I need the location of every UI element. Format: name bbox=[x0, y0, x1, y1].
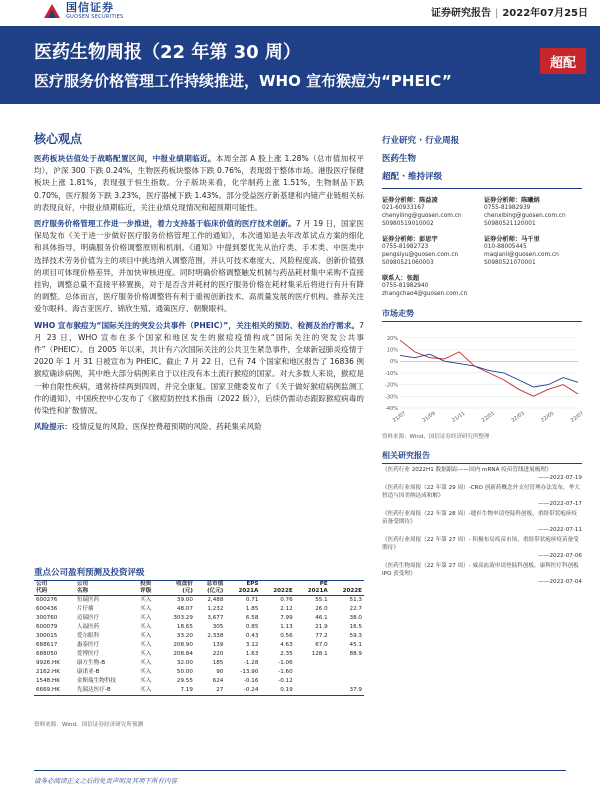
report-type: 证券研究报告 bbox=[430, 8, 491, 19]
analyst-card: 证券分析师：彭思宇 0755-81982723 pengsiyu@guosen.com.cn S0980521060003 bbox=[382, 236, 459, 266]
table-cell: 29.55 bbox=[176, 678, 193, 684]
table-cell: 买入 bbox=[140, 651, 152, 657]
table-header-top: 投资 bbox=[138, 581, 160, 589]
table-cell: 爱博医疗 bbox=[76, 651, 100, 657]
table-cell: 600436 bbox=[36, 606, 58, 612]
table-cell: 16.5 bbox=[349, 624, 362, 630]
table-cell: 7.19 bbox=[160, 686, 195, 696]
table-cell: 624 bbox=[212, 678, 224, 684]
table-cell: 恒瑞医药 bbox=[76, 597, 100, 603]
table-cell bbox=[295, 668, 330, 677]
table-row bbox=[34, 686, 364, 696]
table-row bbox=[34, 668, 364, 677]
x-tick-label: 21/11 bbox=[451, 410, 467, 424]
top-bar bbox=[0, 0, 600, 26]
table-cell bbox=[295, 659, 330, 668]
core-views-heading: 核心观点 bbox=[34, 132, 83, 146]
risk-warning: 风险提示：疫情反复的风险、医保控费超预期的风险、药耗集采风险 bbox=[34, 422, 262, 432]
table-cell: 600079 bbox=[36, 624, 58, 630]
table-cell: 2,338 bbox=[207, 633, 224, 639]
table-cell: 59.3 bbox=[349, 633, 362, 639]
related-report: 《医药行业周报（22 年第 28 周）-缝衫生物申请登陆科创板，重组带状疱疹疫苗备受期待》 ——2022-07-11 bbox=[382, 511, 582, 533]
analyst-card: 证券分析师：马千里 010-88005445 maqianli@guosen.com.cn S0980521070001 bbox=[484, 236, 559, 266]
table-cell: 惠泰医疗 bbox=[76, 642, 100, 648]
market-trend-heading: 市场走势 bbox=[382, 308, 582, 322]
table-cell: 0.85 bbox=[245, 624, 259, 630]
table-cell: 90 bbox=[216, 669, 224, 675]
table-cell bbox=[295, 677, 330, 686]
table-header-top bbox=[260, 581, 294, 589]
report-meta: 证券研究报告 | 2022年07月25日 bbox=[430, 8, 588, 19]
table-cell: 1.85 bbox=[245, 606, 259, 612]
table-cell: 55.1 bbox=[315, 597, 328, 603]
table-cell: 32.00 bbox=[176, 660, 193, 666]
report-date: 2022年07月25日 bbox=[502, 8, 588, 19]
paragraph: WHO 宣布猴痘为“国际关注的突发公共事件（PHEIC）”，关注相关的预防、检测及治疗需求。7 月 23 日，WHO 宣布在多个国家和地区发生的猴痘疫情构成“国际关注的突发公共事件”（PHEIC）。自 2005 年以来，共计有六次国际关注的公共卫生紧急事件，全球新冠肺炎疫情于 2020 年 1 月 31 日被宣布为 PHEIC。截止 7 月 22 日，已有 74 个国家和地区报告了 16836 例猴痘确诊病例，其中绝大部分病例来自于以往没有本土流行猴痘的国家。对大多数人来说，猴痘是一种自限性疾病，通常持续两到四周，并完全康复。国家卫健委发布了《关于做好猴痘病例监测工作的通知》，中国疾控中心发布了《猴痘防控技术指南（2022 版）》，后续仍需动态跟踪猴痘病毒的传染性和扩散情况。 bbox=[34, 320, 364, 416]
table-cell: 7.99 bbox=[280, 615, 293, 621]
table-header: (亿元) bbox=[195, 588, 225, 596]
x-tick-label: 22/05 bbox=[540, 410, 556, 424]
table-cell bbox=[330, 668, 364, 677]
related-report: 《医药行业 2022H1 数据跟踪——国内 mRNA 疫苗管线进展梳理》 ——2022-07-19 bbox=[382, 467, 582, 481]
table-cell: 0.43 bbox=[245, 633, 259, 639]
rating-badge: 超配 bbox=[540, 48, 586, 74]
x-tick-label: 22/07 bbox=[569, 410, 586, 424]
table-row bbox=[34, 677, 364, 686]
table-cell: 片仔癀 bbox=[76, 606, 94, 612]
table-cell: 600276 bbox=[36, 597, 58, 603]
table-row bbox=[34, 605, 364, 614]
table-cell: 688050 bbox=[36, 651, 58, 657]
table-header-top bbox=[330, 581, 364, 589]
table-header: 评级 bbox=[138, 588, 160, 596]
table-cell: 1.63 bbox=[245, 651, 259, 657]
paragraph: 医药板块估值处于战略配置区间，中报业绩期临近。本周全部 A 股上涨 1.28%（总市值加权平均），沪深 300 下跌 0.24%，生物医药板块整体下跌 0.76%，表现弱于整体市场。港股医疗保健板块上涨 1.81%，表现强于恒生指数。分子版块来看，化学制药上涨 1.51%，生物制品下跌 0.70%，医疗服务下跌 3.23%，医疗器械下跌 1.43%。部分受益医疗新基建和内镜产业链相关标的表现良好，中报业绩期临近，关注业绩兑现情况和超预期可能性。 bbox=[34, 154, 364, 212]
table-cell: 迈瑞医疗 bbox=[76, 615, 100, 621]
related-report: 《医药行业周报（22 年第 29 周）-CRO 创新药概念外支付管理办法发布，华大智造与因美纳达成和解》 ——2022-07-17 bbox=[382, 485, 582, 507]
y-tick-label: -20% bbox=[385, 382, 398, 389]
table-cell: 26.0 bbox=[315, 606, 328, 612]
table-cell: 51.3 bbox=[349, 597, 362, 603]
company-logo bbox=[42, 2, 124, 20]
x-tick-label: 22/03 bbox=[510, 410, 526, 424]
table-cell: -0.16 bbox=[243, 678, 259, 684]
table-cell: 67.0 bbox=[315, 642, 328, 648]
table-cell: 买入 bbox=[140, 678, 152, 684]
table-cell: 39.00 bbox=[176, 597, 193, 603]
y-tick-label: 20% bbox=[386, 335, 398, 342]
table-cell: -1.06 bbox=[278, 660, 293, 666]
table-cell: 爱尔眼科 bbox=[76, 633, 100, 639]
table-header: 2021A bbox=[225, 588, 260, 596]
logo-en: GUOSEN SECURITIES bbox=[66, 14, 124, 20]
analyst-card: 证券分析师：陈益凌 021-60933167 chenyiling@guosen.com.cn S0980519010002 bbox=[382, 197, 462, 227]
sector-line: 医药生物 bbox=[382, 154, 417, 164]
contact-card: 联系人：张超 0755-81982940 zhangchao4@guosen.com.cn bbox=[382, 275, 468, 297]
y-tick-label: -30% bbox=[385, 394, 398, 401]
report-subtitle: 医疗服务价格管理工作持续推进，WHO 宣布猴痘为“PHEIC” bbox=[34, 72, 452, 90]
table-cell: 6.58 bbox=[245, 615, 259, 621]
table-row bbox=[34, 623, 364, 632]
table-header: (元) bbox=[160, 588, 195, 596]
industry-line: 行业研究 · 行业周报 bbox=[382, 136, 460, 146]
table-cell: -1.60 bbox=[278, 669, 293, 675]
table-header-top: EPS bbox=[225, 581, 260, 589]
table-cell: 买入 bbox=[140, 624, 152, 630]
table-cell: 208.84 bbox=[173, 651, 193, 657]
table-cell: 买入 bbox=[138, 686, 160, 696]
table-cell: 4.63 bbox=[280, 642, 293, 648]
table-cell: 688617 bbox=[36, 642, 58, 648]
table-cell: -13.90 bbox=[240, 669, 259, 675]
table-cell: 金斯瑞生物科技 bbox=[76, 678, 117, 684]
x-tick-label: 21/09 bbox=[421, 410, 437, 424]
y-tick-label: 10% bbox=[386, 347, 398, 354]
table-cell: 0.71 bbox=[245, 597, 259, 603]
table-cell: 128.1 bbox=[311, 651, 328, 657]
table-cell: 50.00 bbox=[176, 669, 193, 675]
table-cell: 27 bbox=[195, 686, 225, 696]
table-cell: 0.19 bbox=[260, 686, 294, 696]
table-cell: 买入 bbox=[140, 669, 152, 675]
table-cell bbox=[295, 686, 330, 696]
table-cell: 46.1 bbox=[315, 615, 328, 621]
table-cell: 300015 bbox=[36, 633, 58, 639]
table-header: 2021A bbox=[295, 588, 330, 596]
analyst-list bbox=[382, 195, 582, 298]
table-cell: 先瑞达医疗-B bbox=[75, 686, 138, 696]
table-cell: 37.9 bbox=[330, 686, 364, 696]
table-cell: 300760 bbox=[36, 615, 58, 621]
table-cell: 买入 bbox=[140, 660, 152, 666]
table-cell: 人福医药 bbox=[76, 624, 100, 630]
logo-mark-icon bbox=[42, 2, 62, 20]
table-cell: 305 bbox=[212, 624, 224, 630]
table-cell: 康方生物-B bbox=[76, 660, 106, 666]
table-cell: 77.2 bbox=[315, 633, 328, 639]
table-cell: -1.28 bbox=[243, 660, 259, 666]
table-cell: 2162.HK bbox=[36, 669, 60, 675]
logo-cn: 国信证券 bbox=[66, 1, 114, 14]
table-row bbox=[34, 659, 364, 668]
table-cell: 0.76 bbox=[280, 597, 293, 603]
table-cell: 18.65 bbox=[176, 624, 193, 630]
table-cell: 2,488 bbox=[207, 597, 224, 603]
table-cell: 220 bbox=[212, 651, 224, 657]
title-banner bbox=[0, 26, 600, 104]
table-header: 2022E bbox=[330, 588, 364, 596]
related-reports-heading: 相关研究报告 bbox=[382, 450, 582, 464]
y-tick-label: -10% bbox=[385, 370, 398, 377]
related-report: 《医药行业周报（22 年第 27 周）- 积极布局疫苗市场，重组带状疱疹疫苗备受期待》 ——2022-07-06 bbox=[382, 537, 582, 559]
y-tick-label: -40% bbox=[385, 406, 398, 412]
table-header: 代码 bbox=[34, 588, 75, 596]
table-cell: 9926.HK bbox=[36, 660, 60, 666]
table-cell: 买入 bbox=[140, 615, 152, 621]
table-cell: 3,677 bbox=[207, 615, 224, 621]
x-tick-label: 22/01 bbox=[480, 410, 497, 424]
core-views bbox=[34, 130, 364, 437]
series-line bbox=[400, 354, 578, 387]
table-cell: 88.9 bbox=[349, 651, 362, 657]
table-cell: 33.20 bbox=[176, 633, 193, 639]
series-line bbox=[400, 340, 578, 396]
table-cell: 康诺亚-B bbox=[76, 669, 100, 675]
analyst-card: 证券分析师：陈曦炳 0755-81982939 chenxibing@guosen.com.cn S0980521120001 bbox=[484, 197, 566, 227]
table-cell: 3.12 bbox=[245, 642, 259, 648]
table-header-top: 总市值 bbox=[195, 581, 225, 589]
report-title: 医药生物周报（22 年第 30 周） bbox=[34, 42, 301, 63]
table-row bbox=[34, 641, 364, 650]
table-header: 名称 bbox=[75, 588, 138, 596]
table-header: 2022E bbox=[260, 588, 294, 596]
table-cell: 1.13 bbox=[280, 624, 293, 630]
table-row bbox=[34, 632, 364, 641]
related-report: 《医药生物周报（22 年第 27 周）- 威高血液申请登陆科创板，康辉医疗科创板 IPO 获受理》 ——2022-07-04 bbox=[382, 563, 582, 585]
forecast-table-heading: 重点公司盈利预测及投资评级 bbox=[34, 568, 145, 578]
table-cell: 买入 bbox=[140, 597, 152, 603]
table-cell: 6669.HK bbox=[34, 686, 75, 696]
table-cell: 2.35 bbox=[280, 651, 293, 657]
table-cell: 买入 bbox=[140, 633, 152, 639]
table-cell: 0.56 bbox=[280, 633, 293, 639]
table-cell: 21.9 bbox=[315, 624, 328, 630]
table-cell: 45.1 bbox=[349, 642, 362, 648]
table-cell: 1548.HK bbox=[36, 678, 60, 684]
table-header-top: 收盘价 bbox=[160, 581, 195, 589]
table-cell: 2.12 bbox=[280, 606, 293, 612]
x-tick-label: 21/07 bbox=[391, 410, 408, 424]
table-cell: -0.24 bbox=[225, 686, 260, 696]
table-cell bbox=[330, 659, 364, 668]
table-cell: 139 bbox=[212, 642, 224, 648]
table-cell: 185 bbox=[212, 660, 224, 666]
table-source: 资料来源：Wind、国信证券经济研究所预测 bbox=[34, 722, 144, 728]
table-cell: -0.12 bbox=[278, 678, 293, 684]
table-cell: 22.7 bbox=[349, 606, 362, 612]
table-header-top: 公司 bbox=[75, 581, 138, 589]
table-header-top: 公司 bbox=[34, 581, 75, 589]
y-tick-label: 0% bbox=[390, 359, 398, 366]
table-header-top: PE bbox=[295, 581, 330, 589]
table-cell: 38.0 bbox=[349, 615, 362, 621]
sidebar bbox=[382, 134, 586, 586]
table-row bbox=[34, 596, 364, 606]
table-cell: 48.07 bbox=[176, 606, 193, 612]
table-cell: 303.29 bbox=[173, 615, 193, 621]
forecast-table bbox=[34, 580, 364, 696]
market-trend-chart bbox=[382, 326, 586, 426]
disclaimer: 请务必阅读正文之后的免责声明及其项下所有内容 bbox=[34, 777, 177, 785]
table-row bbox=[34, 614, 364, 623]
table-cell: 买入 bbox=[140, 642, 152, 648]
table-cell: 208.90 bbox=[173, 642, 193, 648]
paragraph: 医疗服务价格管理工作进一步推进，着力支持基于临床价值的医疗技术创新。7 月 19 日，国家医保局发布《关于进一步做好医疗服务价格管理工作的通知》，本次通知是去年改革试点方案的细化和具体指导，明确服务价格调整原则和机制。《通知》中提到要优先从治疗类、手术类、中医类中选择技术劳务价值为主的项目中挑选纳入调整范围，并认可技术难度大、风险程度高、创新价值强的项目可体现价格差异，并加快审核进度。同时明确价格调整触发机制与药品耗材集中采购不直接挂钩，调整总量不直接平移置换，对于是否含并耗材的医疗服务价格在耗材集采后将进行有升有降的调整。总体而言，医疗服务价格调整将有利于重视创新技术、高质量发展的医疗机构。推荐关注爱尔眼科、海吉亚医疗、锦欣生殖、通策医疗、朝聚眼科。 bbox=[34, 219, 364, 314]
table-cell: 1,232 bbox=[207, 606, 224, 612]
chart-source: 资料来源：Wind、国信证券经济研究所整理 bbox=[382, 434, 490, 440]
table-cell: 买入 bbox=[140, 606, 152, 612]
table-row bbox=[34, 650, 364, 659]
table-cell bbox=[330, 677, 364, 686]
rating-line: 超配 · 维持评级 bbox=[382, 172, 443, 182]
